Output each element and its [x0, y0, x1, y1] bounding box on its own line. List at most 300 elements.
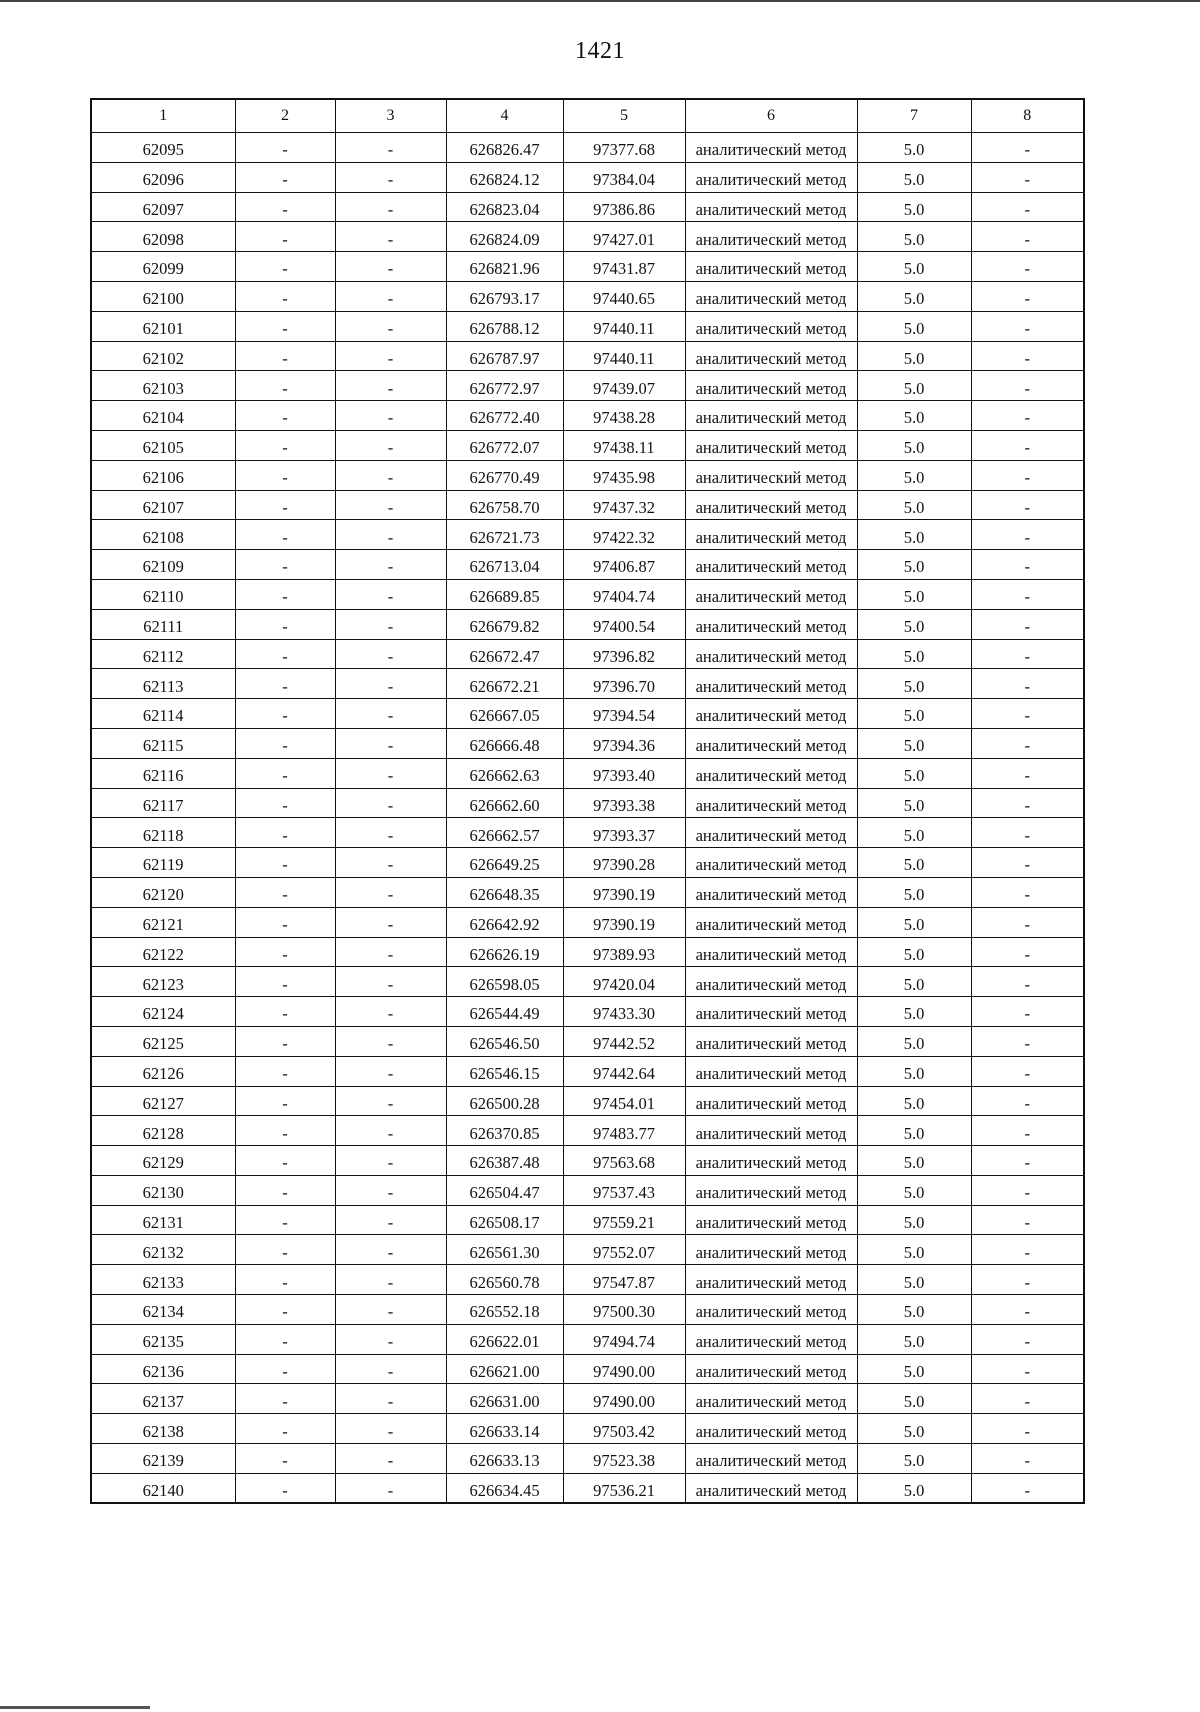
x-coordinate-cell: 626649.25 [446, 848, 563, 878]
col8-value-cell: - [971, 192, 1084, 222]
point-number-cell: 62127 [91, 1086, 235, 1116]
y-coordinate-cell: 97386.86 [563, 192, 685, 222]
table-row [91, 818, 1084, 848]
point-number-cell: 62132 [91, 1235, 235, 1265]
column-header: 3 [335, 99, 446, 133]
method-cell: аналитический метод [685, 1146, 857, 1176]
accuracy-cell: 5.0 [857, 728, 971, 758]
table-row [91, 490, 1084, 520]
col2-value-cell: - [235, 192, 335, 222]
col8-value-cell: - [971, 758, 1084, 788]
x-coordinate-cell: 626544.49 [446, 997, 563, 1027]
method-cell: аналитический метод [685, 341, 857, 371]
col8-value-cell: - [971, 520, 1084, 550]
col2-value-cell: - [235, 1265, 335, 1295]
col8-value-cell: - [971, 877, 1084, 907]
y-coordinate-cell: 97394.54 [563, 699, 685, 729]
col2-value-cell: - [235, 1026, 335, 1056]
point-number-cell: 62140 [91, 1473, 235, 1503]
y-coordinate-cell: 97559.21 [563, 1205, 685, 1235]
point-number-cell: 62109 [91, 550, 235, 580]
point-number-cell: 62115 [91, 728, 235, 758]
y-coordinate-cell: 97438.11 [563, 430, 685, 460]
col8-value-cell: - [971, 252, 1084, 282]
method-cell: аналитический метод [685, 222, 857, 252]
y-coordinate-cell: 97494.74 [563, 1324, 685, 1354]
col2-value-cell: - [235, 877, 335, 907]
column-header: 4 [446, 99, 563, 133]
x-coordinate-cell: 626631.00 [446, 1384, 563, 1414]
point-number-cell: 62131 [91, 1205, 235, 1235]
col8-value-cell: - [971, 222, 1084, 252]
y-coordinate-cell: 97393.37 [563, 818, 685, 848]
accuracy-cell: 5.0 [857, 1056, 971, 1086]
accuracy-cell: 5.0 [857, 1146, 971, 1176]
point-number-cell: 62138 [91, 1414, 235, 1444]
table-row [91, 1116, 1084, 1146]
col8-value-cell: - [971, 311, 1084, 341]
accuracy-cell: 5.0 [857, 1414, 971, 1444]
column-header: 1 [91, 99, 235, 133]
table-body [91, 133, 1084, 1504]
y-coordinate-cell: 97390.19 [563, 907, 685, 937]
y-coordinate-cell: 97393.40 [563, 758, 685, 788]
col8-value-cell: - [971, 848, 1084, 878]
point-number-cell: 62116 [91, 758, 235, 788]
y-coordinate-cell: 97389.93 [563, 937, 685, 967]
col8-value-cell: - [971, 1444, 1084, 1474]
y-coordinate-cell: 97563.68 [563, 1146, 685, 1176]
point-number-cell: 62105 [91, 430, 235, 460]
col3-value-cell: - [335, 222, 446, 252]
point-number-cell: 62111 [91, 609, 235, 639]
y-coordinate-cell: 97537.43 [563, 1175, 685, 1205]
col8-value-cell: - [971, 1473, 1084, 1503]
accuracy-cell: 5.0 [857, 1295, 971, 1325]
y-coordinate-cell: 97490.00 [563, 1384, 685, 1414]
col8-value-cell: - [971, 1414, 1084, 1444]
x-coordinate-cell: 626633.14 [446, 1414, 563, 1444]
point-number-cell: 62134 [91, 1295, 235, 1325]
accuracy-cell: 5.0 [857, 550, 971, 580]
col8-value-cell: - [971, 728, 1084, 758]
method-cell: аналитический метод [685, 1235, 857, 1265]
method-cell: аналитический метод [685, 818, 857, 848]
method-cell: аналитический метод [685, 401, 857, 431]
point-number-cell: 62107 [91, 490, 235, 520]
table-row [91, 1026, 1084, 1056]
col2-value-cell: - [235, 937, 335, 967]
table-row [91, 281, 1084, 311]
col3-value-cell: - [335, 1175, 446, 1205]
col2-value-cell: - [235, 311, 335, 341]
col2-value-cell: - [235, 848, 335, 878]
accuracy-cell: 5.0 [857, 907, 971, 937]
col8-value-cell: - [971, 997, 1084, 1027]
point-number-cell: 62137 [91, 1384, 235, 1414]
col8-value-cell: - [971, 1056, 1084, 1086]
point-number-cell: 62122 [91, 937, 235, 967]
x-coordinate-cell: 626546.15 [446, 1056, 563, 1086]
point-number-cell: 62125 [91, 1026, 235, 1056]
col2-value-cell: - [235, 788, 335, 818]
point-number-cell: 62097 [91, 192, 235, 222]
col8-value-cell: - [971, 371, 1084, 401]
x-coordinate-cell: 626788.12 [446, 311, 563, 341]
accuracy-cell: 5.0 [857, 788, 971, 818]
col8-value-cell: - [971, 341, 1084, 371]
col2-value-cell: - [235, 520, 335, 550]
table-row [91, 1056, 1084, 1086]
x-coordinate-cell: 626508.17 [446, 1205, 563, 1235]
col2-value-cell: - [235, 1414, 335, 1444]
col2-value-cell: - [235, 609, 335, 639]
accuracy-cell: 5.0 [857, 1473, 971, 1503]
col2-value-cell: - [235, 133, 335, 163]
table-row [91, 758, 1084, 788]
col3-value-cell: - [335, 1295, 446, 1325]
y-coordinate-cell: 97406.87 [563, 550, 685, 580]
col2-value-cell: - [235, 907, 335, 937]
accuracy-cell: 5.0 [857, 699, 971, 729]
col3-value-cell: - [335, 430, 446, 460]
col2-value-cell: - [235, 818, 335, 848]
col3-value-cell: - [335, 997, 446, 1027]
table-row [91, 311, 1084, 341]
point-number-cell: 62104 [91, 401, 235, 431]
x-coordinate-cell: 626662.63 [446, 758, 563, 788]
table-row [91, 252, 1084, 282]
accuracy-cell: 5.0 [857, 937, 971, 967]
col3-value-cell: - [335, 967, 446, 997]
table-row [91, 1146, 1084, 1176]
col2-value-cell: - [235, 401, 335, 431]
accuracy-cell: 5.0 [857, 1116, 971, 1146]
accuracy-cell: 5.0 [857, 848, 971, 878]
method-cell: аналитический метод [685, 788, 857, 818]
y-coordinate-cell: 97442.64 [563, 1056, 685, 1086]
x-coordinate-cell: 626672.47 [446, 639, 563, 669]
method-cell: аналитический метод [685, 1414, 857, 1444]
point-number-cell: 62113 [91, 669, 235, 699]
x-coordinate-cell: 626500.28 [446, 1086, 563, 1116]
method-cell: аналитический метод [685, 669, 857, 699]
method-cell: аналитический метод [685, 728, 857, 758]
method-cell: аналитический метод [685, 371, 857, 401]
method-cell: аналитический метод [685, 609, 857, 639]
col2-value-cell: - [235, 252, 335, 282]
accuracy-cell: 5.0 [857, 1235, 971, 1265]
col3-value-cell: - [335, 1324, 446, 1354]
table-row [91, 1354, 1084, 1384]
table-row [91, 371, 1084, 401]
accuracy-cell: 5.0 [857, 520, 971, 550]
method-cell: аналитический метод [685, 907, 857, 937]
accuracy-cell: 5.0 [857, 967, 971, 997]
y-coordinate-cell: 97427.01 [563, 222, 685, 252]
x-coordinate-cell: 626626.19 [446, 937, 563, 967]
x-coordinate-cell: 626387.48 [446, 1146, 563, 1176]
table-row [91, 967, 1084, 997]
col8-value-cell: - [971, 1235, 1084, 1265]
x-coordinate-cell: 626504.47 [446, 1175, 563, 1205]
method-cell: аналитический метод [685, 639, 857, 669]
col8-value-cell: - [971, 609, 1084, 639]
col8-value-cell: - [971, 907, 1084, 937]
y-coordinate-cell: 97523.38 [563, 1444, 685, 1474]
col2-value-cell: - [235, 1324, 335, 1354]
method-cell: аналитический метод [685, 162, 857, 192]
table-row [91, 1086, 1084, 1116]
col2-value-cell: - [235, 371, 335, 401]
column-header: 7 [857, 99, 971, 133]
table-row [91, 848, 1084, 878]
point-number-cell: 62129 [91, 1146, 235, 1176]
col3-value-cell: - [335, 371, 446, 401]
x-coordinate-cell: 626666.48 [446, 728, 563, 758]
y-coordinate-cell: 97435.98 [563, 460, 685, 490]
method-cell: аналитический метод [685, 1354, 857, 1384]
x-coordinate-cell: 626689.85 [446, 579, 563, 609]
table-row [91, 1265, 1084, 1295]
table-row [91, 609, 1084, 639]
col3-value-cell: - [335, 1384, 446, 1414]
accuracy-cell: 5.0 [857, 1265, 971, 1295]
point-number-cell: 62098 [91, 222, 235, 252]
x-coordinate-cell: 626598.05 [446, 967, 563, 997]
accuracy-cell: 5.0 [857, 311, 971, 341]
col3-value-cell: - [335, 1056, 446, 1086]
point-number-cell: 62121 [91, 907, 235, 937]
col3-value-cell: - [335, 818, 446, 848]
method-cell: аналитический метод [685, 1384, 857, 1414]
col2-value-cell: - [235, 758, 335, 788]
accuracy-cell: 5.0 [857, 430, 971, 460]
method-cell: аналитический метод [685, 877, 857, 907]
table-row [91, 877, 1084, 907]
col8-value-cell: - [971, 1205, 1084, 1235]
accuracy-cell: 5.0 [857, 162, 971, 192]
x-coordinate-cell: 626787.97 [446, 341, 563, 371]
point-number-cell: 62103 [91, 371, 235, 401]
col2-value-cell: - [235, 1354, 335, 1384]
col3-value-cell: - [335, 1146, 446, 1176]
col2-value-cell: - [235, 997, 335, 1027]
col2-value-cell: - [235, 1473, 335, 1503]
y-coordinate-cell: 97431.87 [563, 252, 685, 282]
col3-value-cell: - [335, 520, 446, 550]
col8-value-cell: - [971, 1175, 1084, 1205]
col8-value-cell: - [971, 1146, 1084, 1176]
point-number-cell: 62130 [91, 1175, 235, 1205]
col8-value-cell: - [971, 1086, 1084, 1116]
method-cell: аналитический метод [685, 1205, 857, 1235]
col3-value-cell: - [335, 252, 446, 282]
accuracy-cell: 5.0 [857, 1086, 971, 1116]
method-cell: аналитический метод [685, 997, 857, 1027]
point-number-cell: 62124 [91, 997, 235, 1027]
col8-value-cell: - [971, 1026, 1084, 1056]
col3-value-cell: - [335, 728, 446, 758]
x-coordinate-cell: 626826.47 [446, 133, 563, 163]
col3-value-cell: - [335, 401, 446, 431]
method-cell: аналитический метод [685, 579, 857, 609]
method-cell: аналитический метод [685, 1056, 857, 1086]
table-row [91, 162, 1084, 192]
col2-value-cell: - [235, 1384, 335, 1414]
col2-value-cell: - [235, 579, 335, 609]
col8-value-cell: - [971, 281, 1084, 311]
col8-value-cell: - [971, 639, 1084, 669]
method-cell: аналитический метод [685, 699, 857, 729]
col8-value-cell: - [971, 1265, 1084, 1295]
col3-value-cell: - [335, 1473, 446, 1503]
table-row [91, 1324, 1084, 1354]
col3-value-cell: - [335, 1205, 446, 1235]
col3-value-cell: - [335, 1265, 446, 1295]
table-row [91, 550, 1084, 580]
col3-value-cell: - [335, 1116, 446, 1146]
col2-value-cell: - [235, 1086, 335, 1116]
y-coordinate-cell: 97396.70 [563, 669, 685, 699]
x-coordinate-cell: 626662.60 [446, 788, 563, 818]
point-number-cell: 62100 [91, 281, 235, 311]
col8-value-cell: - [971, 669, 1084, 699]
accuracy-cell: 5.0 [857, 639, 971, 669]
accuracy-cell: 5.0 [857, 222, 971, 252]
table-row [91, 937, 1084, 967]
accuracy-cell: 5.0 [857, 490, 971, 520]
accuracy-cell: 5.0 [857, 818, 971, 848]
accuracy-cell: 5.0 [857, 579, 971, 609]
method-cell: аналитический метод [685, 430, 857, 460]
col2-value-cell: - [235, 967, 335, 997]
y-coordinate-cell: 97439.07 [563, 371, 685, 401]
method-cell: аналитический метод [685, 1086, 857, 1116]
y-coordinate-cell: 97393.38 [563, 788, 685, 818]
col3-value-cell: - [335, 758, 446, 788]
accuracy-cell: 5.0 [857, 1324, 971, 1354]
col8-value-cell: - [971, 401, 1084, 431]
accuracy-cell: 5.0 [857, 877, 971, 907]
method-cell: аналитический метод [685, 460, 857, 490]
x-coordinate-cell: 626770.49 [446, 460, 563, 490]
col3-value-cell: - [335, 550, 446, 580]
accuracy-cell: 5.0 [857, 997, 971, 1027]
col8-value-cell: - [971, 460, 1084, 490]
col2-value-cell: - [235, 1205, 335, 1235]
method-cell: аналитический метод [685, 550, 857, 580]
accuracy-cell: 5.0 [857, 1026, 971, 1056]
y-coordinate-cell: 97552.07 [563, 1235, 685, 1265]
x-coordinate-cell: 626546.50 [446, 1026, 563, 1056]
point-number-cell: 62126 [91, 1056, 235, 1086]
accuracy-cell: 5.0 [857, 1205, 971, 1235]
col3-value-cell: - [335, 699, 446, 729]
table-row [91, 341, 1084, 371]
method-cell: аналитический метод [685, 311, 857, 341]
col2-value-cell: - [235, 341, 335, 371]
method-cell: аналитический метод [685, 1295, 857, 1325]
x-coordinate-cell: 626370.85 [446, 1116, 563, 1146]
coordinates-table [90, 98, 1085, 1504]
col3-value-cell: - [335, 311, 446, 341]
col8-value-cell: - [971, 699, 1084, 729]
bottom-rule [0, 1706, 150, 1709]
method-cell: аналитический метод [685, 281, 857, 311]
accuracy-cell: 5.0 [857, 1354, 971, 1384]
y-coordinate-cell: 97400.54 [563, 609, 685, 639]
point-number-cell: 62108 [91, 520, 235, 550]
accuracy-cell: 5.0 [857, 133, 971, 163]
accuracy-cell: 5.0 [857, 460, 971, 490]
y-coordinate-cell: 97442.52 [563, 1026, 685, 1056]
column-header: 8 [971, 99, 1084, 133]
column-header: 2 [235, 99, 335, 133]
y-coordinate-cell: 97390.19 [563, 877, 685, 907]
col8-value-cell: - [971, 430, 1084, 460]
y-coordinate-cell: 97384.04 [563, 162, 685, 192]
col2-value-cell: - [235, 162, 335, 192]
col8-value-cell: - [971, 579, 1084, 609]
col3-value-cell: - [335, 192, 446, 222]
col8-value-cell: - [971, 1384, 1084, 1414]
x-coordinate-cell: 626772.97 [446, 371, 563, 401]
table-row [91, 699, 1084, 729]
col3-value-cell: - [335, 937, 446, 967]
x-coordinate-cell: 626821.96 [446, 252, 563, 282]
table-row [91, 1473, 1084, 1503]
table-row [91, 1205, 1084, 1235]
method-cell: аналитический метод [685, 1026, 857, 1056]
col8-value-cell: - [971, 818, 1084, 848]
y-coordinate-cell: 97500.30 [563, 1295, 685, 1325]
accuracy-cell: 5.0 [857, 669, 971, 699]
x-coordinate-cell: 626793.17 [446, 281, 563, 311]
point-number-cell: 62110 [91, 579, 235, 609]
table-row [91, 1414, 1084, 1444]
y-coordinate-cell: 97420.04 [563, 967, 685, 997]
point-number-cell: 62117 [91, 788, 235, 818]
table-row [91, 788, 1084, 818]
point-number-cell: 62139 [91, 1444, 235, 1474]
y-coordinate-cell: 97404.74 [563, 579, 685, 609]
y-coordinate-cell: 97490.00 [563, 1354, 685, 1384]
table-row [91, 669, 1084, 699]
point-number-cell: 62106 [91, 460, 235, 490]
col8-value-cell: - [971, 788, 1084, 818]
point-number-cell: 62112 [91, 639, 235, 669]
col3-value-cell: - [335, 1086, 446, 1116]
point-number-cell: 62119 [91, 848, 235, 878]
method-cell: аналитический метод [685, 758, 857, 788]
accuracy-cell: 5.0 [857, 401, 971, 431]
accuracy-cell: 5.0 [857, 192, 971, 222]
col3-value-cell: - [335, 133, 446, 163]
y-coordinate-cell: 97377.68 [563, 133, 685, 163]
col2-value-cell: - [235, 1056, 335, 1086]
col2-value-cell: - [235, 460, 335, 490]
point-number-cell: 62096 [91, 162, 235, 192]
x-coordinate-cell: 626667.05 [446, 699, 563, 729]
column-header: 5 [563, 99, 685, 133]
method-cell: аналитический метод [685, 937, 857, 967]
table-row [91, 1235, 1084, 1265]
y-coordinate-cell: 97483.77 [563, 1116, 685, 1146]
y-coordinate-cell: 97503.42 [563, 1414, 685, 1444]
col2-value-cell: - [235, 1116, 335, 1146]
x-coordinate-cell: 626721.73 [446, 520, 563, 550]
